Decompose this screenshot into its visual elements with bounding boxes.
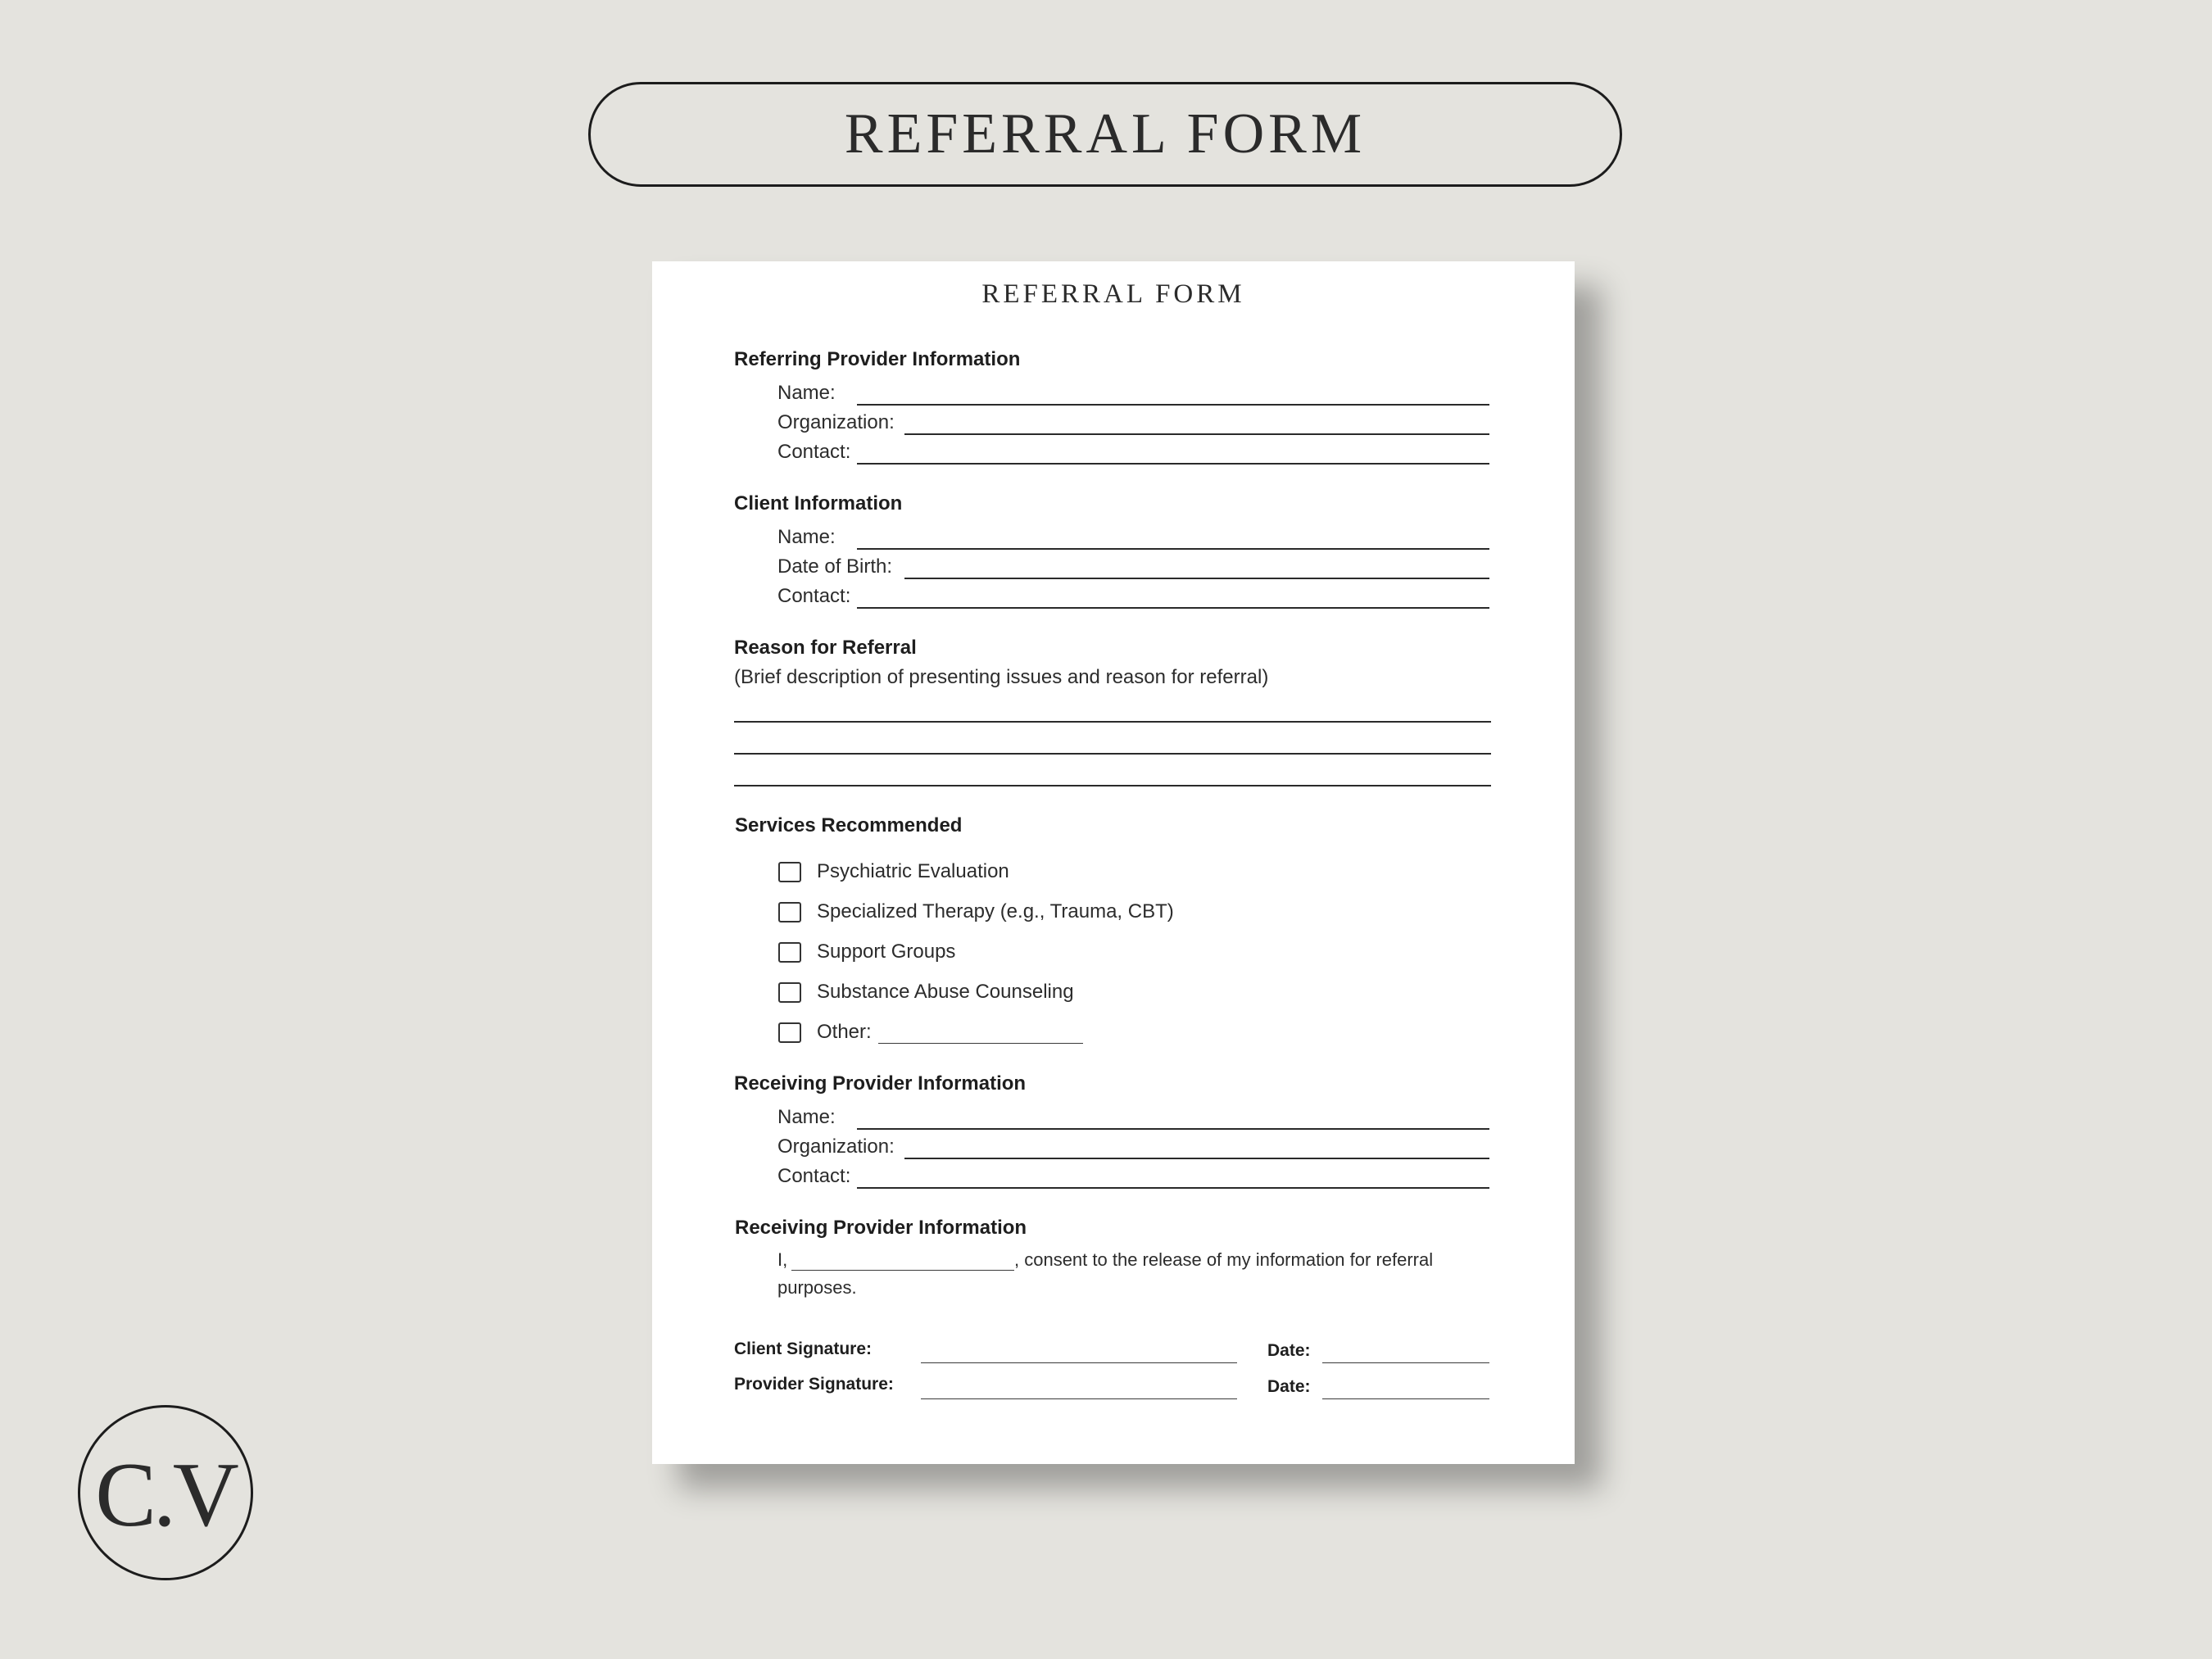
provider-date-label: Date: xyxy=(1267,1377,1311,1396)
other-service-field[interactable] xyxy=(878,1043,1083,1044)
client-signature-field[interactable] xyxy=(921,1362,1237,1363)
client-dob-field[interactable] xyxy=(904,578,1489,579)
document-title: REFERRAL FORM xyxy=(981,279,1245,309)
receiving-provider-heading: Receiving Provider Information xyxy=(734,1072,1027,1095)
brand-logo-text: C.V xyxy=(95,1444,236,1546)
receiving-contact-field[interactable] xyxy=(857,1187,1489,1189)
option-label-specialized-therapy: Specialized Therapy (e.g., Trauma, CBT) xyxy=(817,900,1174,922)
checkbox-specialized-therapy[interactable] xyxy=(778,902,801,922)
option-label-other: Other: xyxy=(817,1021,872,1043)
reason-description: (Brief description of presenting issues and reason for referral) xyxy=(734,666,1269,688)
banner-title: REFERRAL FORM xyxy=(844,102,1367,165)
services-heading: Services Recommended xyxy=(735,814,963,836)
provider-signature-label: Provider Signature: xyxy=(734,1375,894,1394)
checkbox-other[interactable] xyxy=(778,1022,801,1043)
consent-prefix: I, xyxy=(777,1249,788,1270)
client-info-heading: Client Information xyxy=(734,492,903,514)
brand-logo xyxy=(78,1405,253,1580)
provider-signature-field[interactable] xyxy=(921,1398,1237,1399)
banner-title-pill xyxy=(588,82,1622,187)
consent-heading: Receiving Provider Information xyxy=(735,1217,1027,1239)
provider-date-field[interactable] xyxy=(1322,1398,1489,1399)
consent-text-line-2: purposes. xyxy=(777,1277,857,1298)
client-name-field[interactable] xyxy=(857,548,1489,550)
client-date-label: Date: xyxy=(1267,1341,1311,1360)
receiving-organization-field[interactable] xyxy=(904,1158,1489,1159)
reason-line-3[interactable] xyxy=(734,785,1491,786)
client-dob-label: Date of Birth: xyxy=(777,555,893,578)
checkbox-psychiatric-evaluation[interactable] xyxy=(778,862,801,882)
checkbox-support-groups[interactable] xyxy=(778,942,801,963)
client-contact-label: Contact: xyxy=(777,585,851,607)
form-page xyxy=(652,261,1575,1464)
option-label-substance-abuse-counseling: Substance Abuse Counseling xyxy=(817,981,1074,1003)
referring-organization-field[interactable] xyxy=(904,433,1489,435)
option-label-support-groups: Support Groups xyxy=(817,941,956,963)
reason-line-1[interactable] xyxy=(734,721,1491,723)
reason-heading: Reason for Referral xyxy=(734,637,917,659)
referring-organization-label: Organization: xyxy=(777,411,895,433)
receiving-name-field[interactable] xyxy=(857,1128,1489,1130)
checkbox-substance-abuse-counseling[interactable] xyxy=(778,982,801,1003)
consent-name-field[interactable] xyxy=(791,1270,1014,1271)
consent-text-line-1: , consent to the release of my information for referral xyxy=(1014,1249,1434,1270)
referring-contact-field[interactable] xyxy=(857,463,1489,465)
client-name-label: Name: xyxy=(777,526,836,548)
client-contact-field[interactable] xyxy=(857,607,1489,609)
referring-provider-heading: Referring Provider Information xyxy=(734,348,1021,370)
referring-contact-label: Contact: xyxy=(777,441,851,463)
client-signature-label: Client Signature: xyxy=(734,1339,873,1358)
referring-name-label: Name: xyxy=(777,382,836,404)
reason-line-2[interactable] xyxy=(734,753,1491,755)
receiving-name-label: Name: xyxy=(777,1106,836,1128)
client-date-field[interactable] xyxy=(1322,1362,1489,1363)
receiving-organization-label: Organization: xyxy=(777,1135,895,1158)
referring-name-field[interactable] xyxy=(857,404,1489,406)
option-label-psychiatric-evaluation: Psychiatric Evaluation xyxy=(817,860,1009,882)
receiving-contact-label: Contact: xyxy=(777,1165,851,1187)
